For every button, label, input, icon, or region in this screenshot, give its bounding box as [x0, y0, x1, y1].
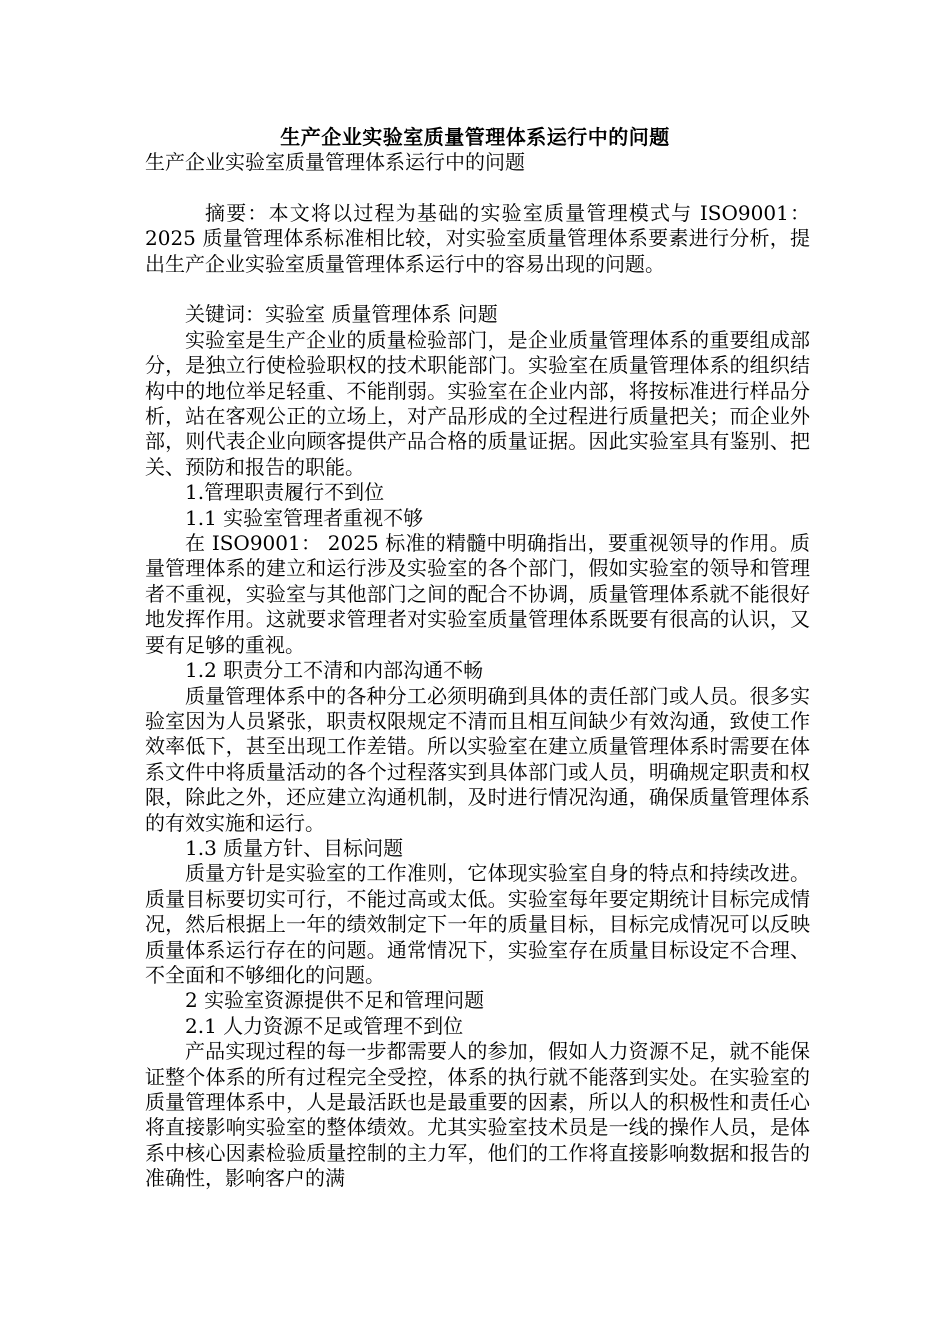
section-heading: 2 实验室资源提供不足和管理问题	[185, 988, 485, 1013]
subsection-heading: 1.2 职责分工不清和内部沟通不畅	[185, 658, 484, 683]
body-paragraph: 实验室是生产企业的质量检验部门，是企业质量管理体系的重要组成部分，是独立行使检验职权的技术职能部门。实验室在质量管理体系的组织结构中的地位举足轻重、不能削弱。实验室在企业内部，将按标准进行样品分析，站在客观公正的立场上，对产品形成的全过程进行质量把关；而企业外部，则代表企业向顾客提供产品合格的质量证据。因此实验室具有鉴别、把关、预防和报告的职能。	[145, 327, 810, 479]
body-paragraph: 在 ISO9001： 2025 标准的精髓中明确指出，要重视领导的作用。质量管理体系的建立和运行涉及实验室的各个部门，假如实验室的领导和管理者不重视，实验室与其他部门之间的配合不协调，质量管理体系就不能很好地发挥作用。这就要求管理者对实验室质量管理体系既要有很高的认识，又要有足够的重视。	[145, 531, 810, 657]
subsection-heading: 1.1 实验室管理者重视不够	[185, 505, 424, 530]
abstract-paragraph: 摘要：本文将以过程为基础的实验室质量管理模式与 ISO9001：2025 质量管理体系标准相比较，对实验室质量管理体系要素进行分析，提出生产企业实验室质量管理体系运行中的容易出现的问题。	[145, 200, 810, 276]
section-heading: 1.管理职责履行不到位	[185, 480, 385, 505]
blank-line	[145, 277, 810, 302]
document-title: 生产企业实验室质量管理体系运行中的问题	[280, 125, 670, 149]
document-subtitle: 生产企业实验室质量管理体系运行中的问题	[145, 150, 525, 174]
document-body	[145, 150, 810, 1192]
body-paragraph: 质量方针是实验室的工作准则，它体现实验室自身的特点和持续改进。质量目标要切实可行，不能过高或太低。实验室每年要定期统计目标完成情况，然后根据上一年的绩效制定下一年的质量目标，目标完成情况可以反映质量体系运行存在的问题。通常情况下，实验室存在质量目标设定不合理、不全面和不够细化的问题。	[145, 861, 810, 987]
blank-line	[145, 175, 810, 200]
subsection-heading: 1.3 质量方针、目标问题	[185, 835, 404, 860]
body-paragraph: 产品实现过程的每一步都需要人的参加，假如人力资源不足，就不能保证整个体系的所有过程完全受控，体系的执行就不能落到实处。在实验室的质量管理体系中，人是最活跃也是最重要的因素，所以人的积极性和责任心将直接影响实验室的整体绩效。尤其实验室技术员是一线的操作人员，是体系中核心因素检验质量控制的主力军，他们的工作将直接影响数据和报告的准确性，影响客户的满	[145, 1039, 810, 1191]
subsection-heading: 2.1 人力资源不足或管理不到位	[185, 1013, 464, 1038]
body-paragraph: 质量管理体系中的各种分工必须明确到具体的责任部门或人员。很多实验室因为人员紧张，职责权限规定不清而且相互间缺少有效沟通，致使工作效率低下，甚至出现工作差错。所以实验室在建立质量管理体系时需要在体系文件中将质量活动的各个过程落实到具体部门或人员，明确规定职责和权限，除此之外，还应建立沟通机制，及时进行情况沟通，确保质量管理体系的有效实施和运行。	[145, 683, 810, 835]
keywords-line: 关键词：实验室 质量管理体系 问题	[185, 302, 498, 327]
